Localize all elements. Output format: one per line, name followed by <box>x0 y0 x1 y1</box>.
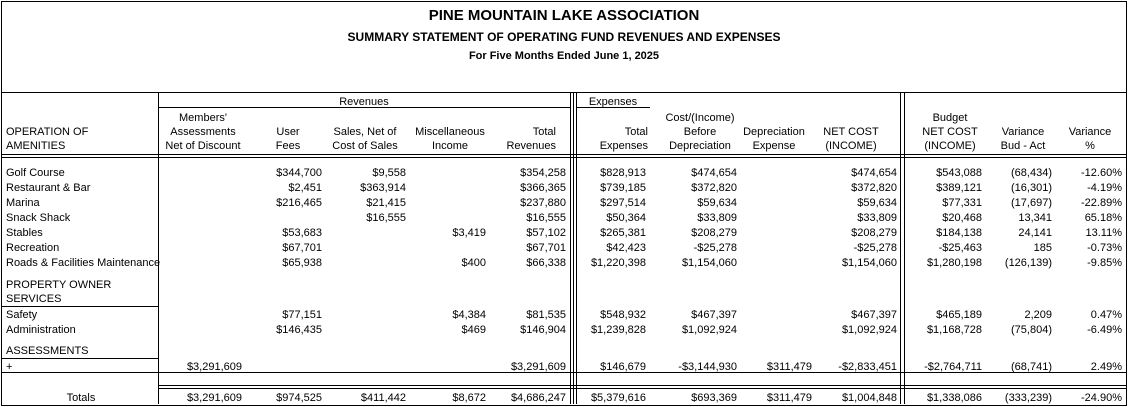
header-cost-before-depreciation: Depreciation <box>669 140 731 152</box>
pos-row-label: Administration <box>6 324 76 336</box>
header-total-revenues: Revenues <box>506 140 556 152</box>
pos-row-value: $465,189 <box>936 309 982 321</box>
table-row-value: $184,138 <box>936 227 982 239</box>
assessments-heading: ASSESSMENTS <box>6 345 89 357</box>
table-row-value: $372,820 <box>691 182 737 194</box>
table-row-value: $400 <box>461 257 486 269</box>
header-members-assessments: Net of Discount <box>165 140 241 152</box>
table-row-value: $474,654 <box>851 167 897 179</box>
table-row-value: $828,913 <box>600 167 646 179</box>
table-row-value: $344,700 <box>276 167 322 179</box>
table-row-value: $208,279 <box>691 227 737 239</box>
table-row-value: -4.19% <box>1087 182 1122 194</box>
header-misc-income: Income <box>431 140 469 152</box>
header-total-expenses: Expenses <box>599 140 648 152</box>
header-budget-net-cost: (INCOME) <box>924 140 976 152</box>
header-variance-bud-act: Variance <box>1001 126 1045 138</box>
table-row-value: (68,434) <box>1011 167 1052 179</box>
header-cost-before-depreciation: Cost/(Income) <box>665 112 735 124</box>
assess-heading-underline <box>2 358 158 359</box>
header-depreciation-expense: Depreciation <box>743 126 805 138</box>
header-members-assessments: Members' <box>179 112 227 124</box>
table-row-label: Restaurant & Bar <box>6 182 91 194</box>
table-row-value: 185 <box>1033 242 1052 254</box>
pos-row-value: $548,932 <box>600 309 646 321</box>
pos-row-value: $4,384 <box>452 309 486 321</box>
table-row-value: $53,683 <box>282 227 322 239</box>
pos-row-value: $1,168,728 <box>926 324 982 336</box>
table-row-value: (17,697) <box>1011 197 1052 209</box>
table-row-value: $1,280,198 <box>926 257 982 269</box>
table-row-label: Recreation <box>6 242 60 254</box>
totals-label: Totals <box>66 392 96 404</box>
table-row-value: $57,102 <box>526 227 566 239</box>
totals-value: $3,291,609 <box>186 392 242 404</box>
table-row-value: -0.73% <box>1087 242 1122 254</box>
table-row-value: $739,185 <box>600 182 646 194</box>
table-row-value: $474,654 <box>691 167 737 179</box>
header-sales-net: Sales, Net of <box>333 126 397 138</box>
table-row-value: $1,220,398 <box>590 257 646 269</box>
pos-row-value: $467,397 <box>691 309 737 321</box>
pos-heading: PROPERTY OWNER <box>6 279 112 291</box>
assessments-row-value: $3,291,609 <box>186 361 242 373</box>
table-row-value: $543,088 <box>936 167 982 179</box>
table-row-value: $265,381 <box>600 227 646 239</box>
header-cost-before-depreciation: Before <box>683 126 717 138</box>
table-row-value: $50,364 <box>606 212 646 224</box>
header-top-line <box>2 92 1126 93</box>
report-period: For Five Months Ended June 1, 2025 <box>468 50 660 62</box>
table-row-value: $66,338 <box>526 257 566 269</box>
table-row-value: $20,468 <box>942 212 982 224</box>
table-row-value: $389,121 <box>936 182 982 194</box>
table-row-value: 24,141 <box>1018 227 1052 239</box>
table-row-value: $354,258 <box>520 167 566 179</box>
assessments-row-value: -$2,833,451 <box>838 361 897 373</box>
totals-value: -24.90% <box>1081 392 1122 404</box>
pos-row-value: -6.49% <box>1087 324 1122 336</box>
table-row-value: -$25,278 <box>853 242 897 254</box>
table-row-label: Golf Course <box>6 167 65 179</box>
pos-row-value: $146,904 <box>520 324 566 336</box>
revenues-group-label: Revenues <box>339 96 389 108</box>
pos-row-value: $146,435 <box>276 324 322 336</box>
table-row-value: $16,555 <box>366 212 406 224</box>
assessments-row-label: + <box>6 361 13 373</box>
table-row-value: $21,415 <box>366 197 406 209</box>
table-row-value: $42,423 <box>606 242 646 254</box>
header-variance-pct: % <box>1085 140 1095 152</box>
table-row-value: -$25,463 <box>938 242 982 254</box>
assessments-row-value: 2.49% <box>1090 361 1122 373</box>
table-row-value: $208,279 <box>851 227 897 239</box>
expenses-group-label: Expenses <box>588 96 638 108</box>
table-row-value: $77,331 <box>942 197 982 209</box>
table-row-value: $33,809 <box>857 212 897 224</box>
table-row-value: $372,820 <box>851 182 897 194</box>
totals-value: (333,239) <box>1004 392 1052 404</box>
table-row-value: 13,341 <box>1018 212 1052 224</box>
table-row-value: -12.60% <box>1081 167 1122 179</box>
header-user-fees: User <box>276 126 300 138</box>
header-members-assessments: Assessments <box>170 126 236 138</box>
table-row-value: $2,451 <box>288 182 322 194</box>
table-row-label: Marina <box>6 197 40 209</box>
header-operation-of-amenities: OPERATION OF <box>6 126 89 138</box>
header-net-cost: NET COST <box>823 126 879 138</box>
header-budget-net-cost: NET COST <box>922 126 978 138</box>
totals-top-line <box>158 385 1126 386</box>
pos-row-value: $469 <box>461 324 486 336</box>
column-divider-amenity <box>158 92 159 404</box>
header-user-fees: Fees <box>275 140 301 152</box>
pos-heading-underline <box>2 306 158 307</box>
assessments-row-value: -$2,764,711 <box>924 361 982 373</box>
assessments-row-value: $146,679 <box>600 361 646 373</box>
totals-value: $8,672 <box>452 392 486 404</box>
totals-value: $974,525 <box>276 392 322 404</box>
header-budget-net-cost: Budget <box>932 112 968 124</box>
table-row-value: $65,938 <box>282 257 322 269</box>
table-row-value: (126,139) <box>1004 257 1052 269</box>
pos-row-value: 0.47% <box>1090 309 1122 321</box>
totals-top-line-2 <box>158 388 1126 389</box>
table-row-value: $67,701 <box>282 242 322 254</box>
report-title: PINE MOUNTAIN LAKE ASSOCIATION <box>428 7 700 24</box>
table-row-value: $216,465 <box>276 197 322 209</box>
totals-value: $5,379,616 <box>590 392 646 404</box>
pos-row-label: Safety <box>6 309 38 321</box>
header-total-revenues: Total <box>532 126 556 138</box>
pos-row-value: $77,151 <box>282 309 322 321</box>
pos-row-value: 2,209 <box>1024 309 1052 321</box>
header-bottom-line-2 <box>2 157 1126 158</box>
header-sales-net: Cost of Sales <box>332 140 398 152</box>
table-row-value: $16,555 <box>526 212 566 224</box>
totals-value: $4,686,247 <box>510 392 566 404</box>
table-row-value: -9.85% <box>1087 257 1122 269</box>
assessments-row-value: -$3,144,930 <box>678 361 737 373</box>
pos-row-value: (75,804) <box>1011 324 1052 336</box>
pos-row-value: $81,535 <box>526 309 566 321</box>
table-row-value: $297,514 <box>600 197 646 209</box>
header-bottom-line <box>2 154 1126 155</box>
table-row-value: $1,154,060 <box>681 257 737 269</box>
pos-heading: SERVICES <box>6 293 62 305</box>
totals-value: $1,004,848 <box>841 392 897 404</box>
header-net-cost: (INCOME) <box>825 140 877 152</box>
table-row-value: -22.89% <box>1081 197 1122 209</box>
table-row-value: $237,880 <box>520 197 566 209</box>
totals-value: $1,338,086 <box>926 392 982 404</box>
assessments-row-value: $3,291,609 <box>510 361 566 373</box>
table-row-value: $59,634 <box>697 197 737 209</box>
assessments-row-value: $311,479 <box>766 361 812 373</box>
report-subtitle: SUMMARY STATEMENT OF OPERATING FUND REVENUES AND EXPENSES <box>347 30 781 44</box>
table-row-value: $363,914 <box>360 182 406 194</box>
header-misc-income: Miscellaneous <box>415 126 485 138</box>
table-row-label: Snack Shack <box>6 212 71 224</box>
table-row-value: $1,154,060 <box>841 257 897 269</box>
column-divider-budget <box>900 92 901 404</box>
table-row-value: $67,701 <box>526 242 566 254</box>
header-operation-of-amenities: AMENITIES <box>6 140 66 152</box>
header-depreciation-expense: Expense <box>752 140 796 152</box>
header-variance-bud-act: Bud - Act <box>1000 140 1046 152</box>
header-total-expenses: Total <box>624 126 648 138</box>
table-row-value: 65.18% <box>1084 212 1122 224</box>
table-row-value: $33,809 <box>697 212 737 224</box>
table-row-label: Stables <box>6 227 43 239</box>
totals-value: $411,442 <box>360 392 406 404</box>
assessments-row-value: (68,741) <box>1011 361 1052 373</box>
table-row-label: Roads & Facilities Maintenance <box>6 257 161 269</box>
table-row-value: $9,558 <box>372 167 406 179</box>
header-variance-pct: Variance <box>1068 126 1112 138</box>
pos-row-value: $467,397 <box>851 309 897 321</box>
pos-row-value: $1,239,828 <box>590 324 646 336</box>
pos-row-value: $1,092,924 <box>841 324 897 336</box>
totals-value: $311,479 <box>766 392 812 404</box>
table-row-value: 13.11% <box>1085 227 1122 239</box>
table-row-value: $59,634 <box>857 197 897 209</box>
table-row-value: $366,365 <box>520 182 566 194</box>
pos-row-value: $1,092,924 <box>681 324 737 336</box>
table-row-value: (16,301) <box>1011 182 1052 194</box>
totals-value: $693,369 <box>691 392 737 404</box>
table-row-value: $3,419 <box>452 227 486 239</box>
table-row-value: -$25,278 <box>693 242 737 254</box>
